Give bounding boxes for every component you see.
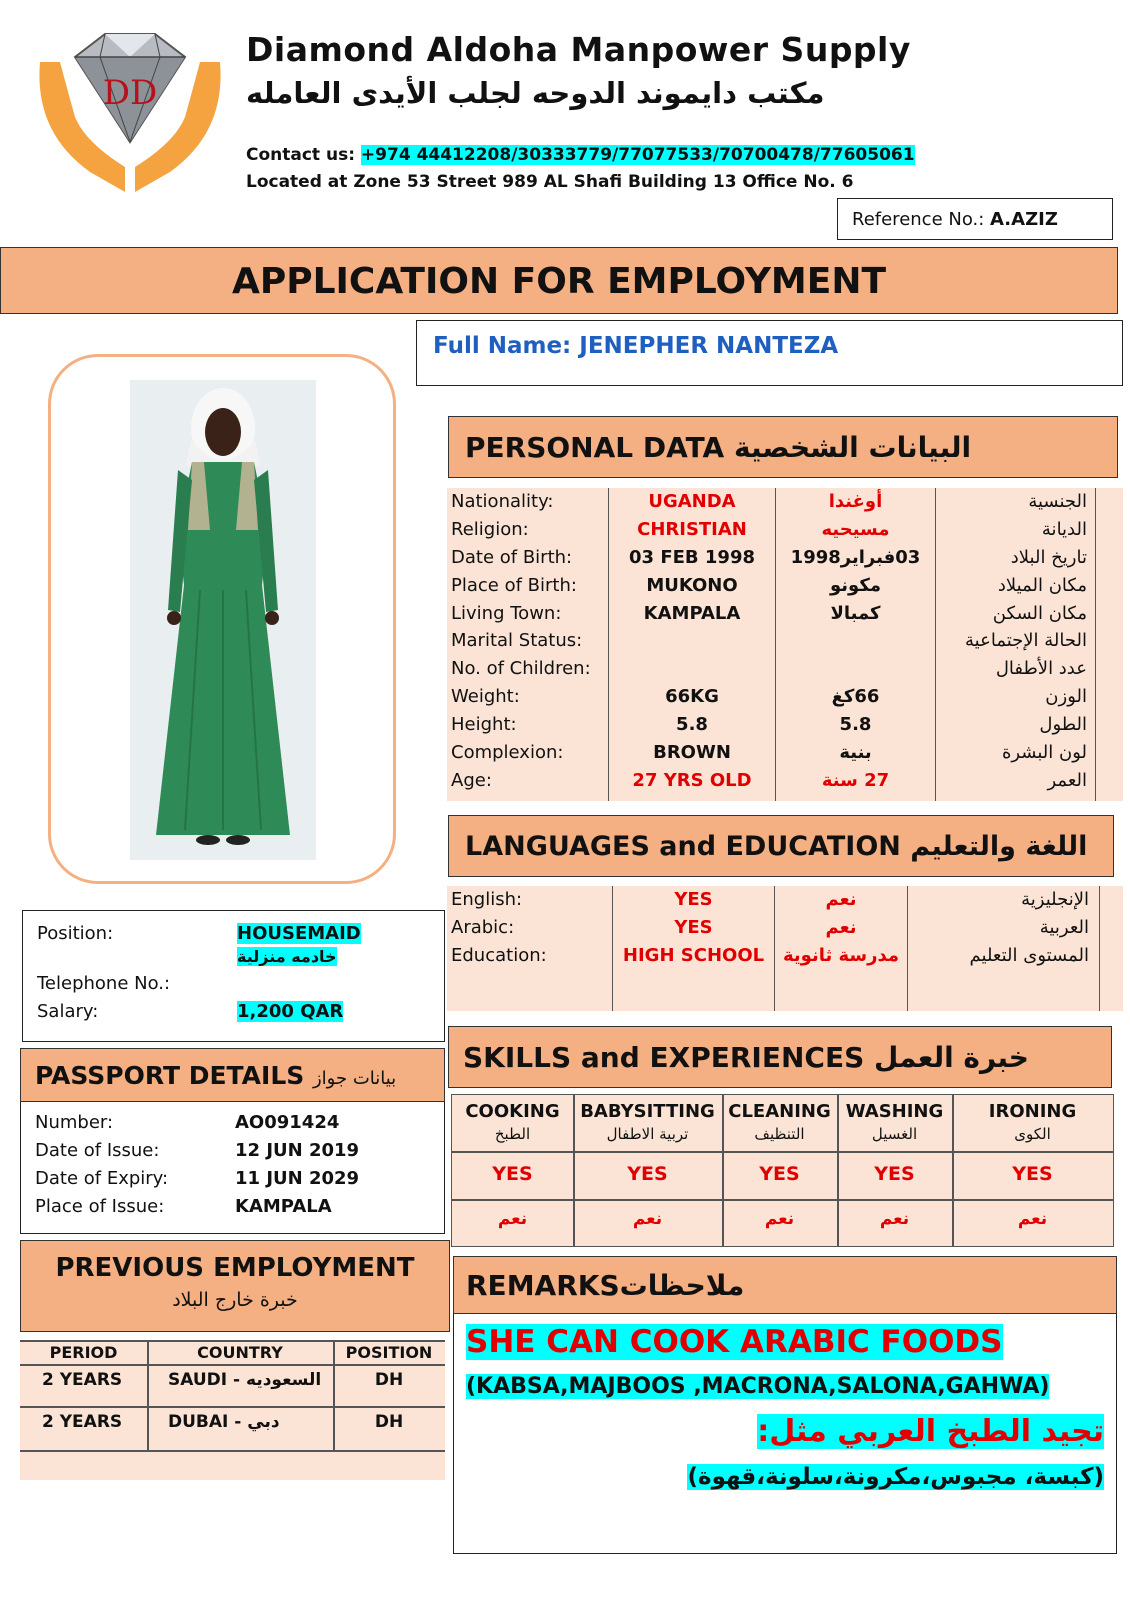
- skill-value: YES: [1012, 1163, 1053, 1185]
- skill-name: WASHING: [845, 1101, 944, 1122]
- skill-name: COOKING: [465, 1101, 560, 1122]
- personal-value-arabic: مسيحيه: [821, 518, 890, 540]
- language-value-arabic: مدرسة ثانوية: [782, 944, 900, 966]
- passport-field-label: Number:: [35, 1112, 114, 1133]
- prev-position: DH: [374, 1370, 404, 1390]
- language-value: YES: [674, 889, 713, 910]
- personal-heading-en: PERSONAL DATA: [465, 431, 725, 464]
- personal-label-arabic: مكان السكن: [992, 602, 1087, 624]
- position-value: HOUSEMAID: [237, 923, 361, 944]
- language-label-arabic: الإنجليزية: [1021, 889, 1089, 910]
- skill-value: YES: [759, 1163, 800, 1185]
- language-value: YES: [674, 916, 713, 938]
- personal-data-heading: [448, 416, 1118, 478]
- personal-label-arabic: مكان الميلاد: [997, 574, 1087, 596]
- personal-value: 03 FEB 1998: [629, 546, 755, 568]
- prev-country: SAUDI - السعوديه: [168, 1370, 322, 1390]
- table-row-divider: [20, 1364, 445, 1366]
- personal-label: Complexion:: [451, 742, 564, 764]
- personal-value-arabic: 27 سنة: [821, 769, 890, 791]
- personal-value: CHRISTIAN: [637, 518, 747, 540]
- passport-heading: [20, 1048, 445, 1102]
- personal-label: No. of Children:: [451, 658, 591, 680]
- skill-name-arabic: الطبخ: [494, 1125, 531, 1143]
- personal-value-arabic: بنية: [839, 742, 872, 764]
- personal-label-arabic: الحالة الإجتماعية: [965, 630, 1087, 652]
- language-value: HIGH SCHOOL: [622, 944, 765, 966]
- personal-value: KAMPALA: [643, 602, 741, 624]
- personal-value-arabic: أوغندا: [828, 491, 883, 512]
- languages-heading-en: LANGUAGES and EDUCATION: [465, 831, 901, 862]
- languages-table: [447, 886, 1123, 1011]
- contact-label: Contact us:: [246, 145, 355, 165]
- language-value-arabic: نعم: [825, 916, 857, 938]
- telephone-label: Telephone No.:: [37, 973, 171, 994]
- position-label: Position:: [37, 923, 114, 944]
- prev-heading-en: PREVIOUS EMPLOYMENT: [55, 1253, 415, 1283]
- personal-label-arabic: الديانة: [1041, 518, 1087, 540]
- personal-value: UGANDA: [648, 491, 736, 512]
- skill-value-arabic: نعم: [497, 1209, 528, 1229]
- passport-heading-en: PASSPORT DETAILS: [35, 1061, 305, 1090]
- personal-label: Marital Status:: [451, 630, 583, 652]
- lang-labels-col: [447, 886, 613, 1011]
- prev-column-header: PERIOD: [49, 1343, 118, 1362]
- remarks-heading-en: REMARKS: [466, 1269, 620, 1302]
- remarks-line-4: (كبسة، مجبوس،مكرونة،سلونة،قهوة): [687, 1464, 1104, 1490]
- personal-label-arabic: الوزن: [1045, 686, 1087, 708]
- personal-label: Date of Birth:: [451, 546, 573, 568]
- personal-heading-ar: البيانات الشخصية: [733, 431, 972, 464]
- language-label-arabic: العربية: [1039, 916, 1089, 938]
- position-box: [22, 910, 445, 1042]
- salary-label: Salary:: [37, 1001, 99, 1022]
- personal-value: [609, 655, 775, 683]
- language-value-arabic: نعم: [825, 889, 857, 910]
- lang-values-ar-col: [775, 886, 908, 1011]
- prev-column-header: POSITION: [345, 1343, 433, 1362]
- skill-value: YES: [874, 1163, 915, 1185]
- office-location: Located at Zone 53 Street 989 AL Shafi Building 13 Office No. 6: [246, 172, 854, 192]
- personal-value-arabic: [776, 627, 935, 655]
- prev-period: 2 YEARS: [42, 1412, 123, 1432]
- position-value-arabic: خادمه منزلية: [237, 947, 337, 966]
- personal-values-ar-col: [776, 488, 936, 801]
- skill-name-arabic: التنظيف: [754, 1125, 805, 1143]
- skill-value: YES: [627, 1163, 668, 1185]
- personal-value-arabic: 5.8: [839, 714, 872, 736]
- personal-label: Religion:: [451, 518, 529, 540]
- languages-heading-ar: اللغة والتعليم: [910, 831, 1088, 862]
- reference-box: [837, 198, 1113, 240]
- skill-value-arabic: نعم: [632, 1209, 663, 1229]
- remarks-box: [453, 1314, 1117, 1554]
- personal-label-arabic: تاريخ البلاد: [1010, 546, 1087, 568]
- skill-name-arabic: الغسيل: [871, 1125, 918, 1143]
- table-row-divider: [452, 1199, 1113, 1201]
- skill-name: CLEANING: [728, 1101, 831, 1122]
- language-label: Arabic:: [451, 916, 515, 938]
- personal-value-arabic: 66كغ: [831, 686, 880, 708]
- remarks-line-3: تجيد الطبخ العربي مثل:: [757, 1414, 1104, 1449]
- skill-value-arabic: نعم: [764, 1209, 795, 1229]
- table-row-divider: [20, 1450, 445, 1452]
- passport-field-value: 12 JUN 2019: [235, 1140, 360, 1161]
- reference-value: A.AZIZ: [990, 209, 1058, 230]
- passport-field-label: Date of Issue:: [35, 1140, 160, 1161]
- personal-labels-col: [447, 488, 609, 801]
- company-logo: [30, 22, 230, 197]
- personal-value-arabic: 03فبراير1998: [790, 546, 921, 568]
- personal-value: BROWN: [653, 742, 731, 764]
- personal-value: [609, 627, 775, 655]
- personal-value-arabic: [776, 655, 935, 683]
- table-row-divider: [452, 1151, 1113, 1153]
- passport-field-label: Place of Issue:: [35, 1196, 165, 1217]
- personal-value: 5.8: [676, 714, 708, 736]
- salary-value: 1,200 QAR: [237, 1001, 344, 1022]
- applicant-photo: [130, 380, 316, 860]
- prev-country: DUBAI - دبي: [168, 1412, 280, 1432]
- passport-field-value: AO091424: [235, 1112, 340, 1133]
- language-label: English:: [451, 889, 523, 910]
- full-name-value: JENEPHER NANTEZA: [579, 333, 839, 359]
- skills-heading: [448, 1026, 1112, 1088]
- contact-numbers: +974 44412208/30333779/77077533/70700478/77605061: [360, 145, 915, 165]
- personal-label-arabic: الجنسية: [1028, 491, 1087, 512]
- contact-line: [246, 145, 915, 165]
- prev-heading-ar: خبرة خارج البلاد: [172, 1289, 298, 1311]
- personal-value-arabic: كمبالا: [830, 602, 881, 624]
- personal-label: Living Town:: [451, 602, 562, 624]
- passport-heading-ar: بيانات جواز: [312, 1068, 397, 1089]
- previous-employment-table: [20, 1340, 445, 1480]
- personal-label-arabic: لون البشرة: [1001, 742, 1087, 764]
- remarks-line-1: SHE CAN COOK ARABIC FOODS: [466, 1324, 1003, 1360]
- personal-value: 27 YRS OLD: [632, 769, 752, 791]
- company-name: Diamond Aldoha Manpower Supply: [246, 30, 911, 69]
- skill-name-arabic: الكوى: [1014, 1125, 1051, 1143]
- reference-label: Reference No.:: [852, 209, 985, 230]
- lang-values-col: [613, 886, 775, 1011]
- languages-heading: [448, 815, 1114, 877]
- table-row-divider: [20, 1340, 445, 1342]
- application-title: APPLICATION FOR EMPLOYMENT: [0, 247, 1118, 314]
- personal-value: MUKONO: [646, 574, 738, 596]
- skill-name: BABYSITTING: [580, 1101, 715, 1122]
- full-name-label: Full Name:: [433, 333, 572, 359]
- remarks-heading: [453, 1256, 1117, 1314]
- personal-label: Nationality:: [451, 491, 554, 512]
- remarks-heading-ar: ملاحظات: [619, 1269, 745, 1302]
- passport-field-label: Date of Expiry:: [35, 1168, 169, 1189]
- personal-label-arabic: عدد الأطفال: [995, 658, 1087, 680]
- skill-name: IRONING: [988, 1101, 1077, 1122]
- skills-heading-en: SKILLS and EXPERIENCES: [463, 1041, 865, 1074]
- svg-text:DD: DD: [102, 73, 158, 113]
- personal-values-col: [609, 488, 776, 801]
- personal-label: Height:: [451, 714, 517, 736]
- skills-heading-ar: خبرة العمل: [874, 1041, 1029, 1074]
- passport-field-value: 11 JUN 2029: [235, 1168, 360, 1189]
- personal-label-arabic: العمر: [1047, 769, 1087, 791]
- personal-label: Age:: [451, 769, 492, 791]
- prev-period: 2 YEARS: [42, 1370, 123, 1390]
- company-name-arabic: مكتب دايموند الدوحه لجلب الأيدى العامله: [246, 76, 825, 110]
- remarks-line-2: (KABSA,MAJBOOS ,MACRONA,SALONA,GAHWA): [466, 1374, 1050, 1399]
- passport-field-value: KAMPALA: [235, 1196, 332, 1217]
- personal-label: Weight:: [451, 686, 520, 708]
- personal-label-arabic: الطول: [1039, 714, 1087, 736]
- full-name-box: [416, 320, 1123, 386]
- skill-value: YES: [492, 1163, 533, 1185]
- personal-label: Place of Birth:: [451, 574, 577, 596]
- skills-table: [451, 1094, 1114, 1247]
- lang-labels-ar-col: [908, 886, 1100, 1011]
- language-label-arabic: المستوى التعليم: [969, 944, 1089, 966]
- personal-labels-ar-col: [936, 488, 1096, 801]
- prev-column-header: COUNTRY: [197, 1343, 283, 1362]
- prev-position: DH: [374, 1412, 404, 1432]
- previous-employment-heading: [20, 1240, 450, 1332]
- personal-value: 66KG: [665, 686, 719, 708]
- table-row-divider: [20, 1406, 445, 1408]
- personal-data-table: [447, 488, 1123, 801]
- passport-details: [20, 1102, 445, 1234]
- skill-value-arabic: نعم: [879, 1209, 910, 1229]
- language-label: Education:: [451, 944, 547, 966]
- personal-value-arabic: مكونو: [830, 574, 881, 596]
- skill-value-arabic: نعم: [1017, 1209, 1048, 1229]
- skill-name-arabic: تربية الاطفال: [606, 1125, 689, 1143]
